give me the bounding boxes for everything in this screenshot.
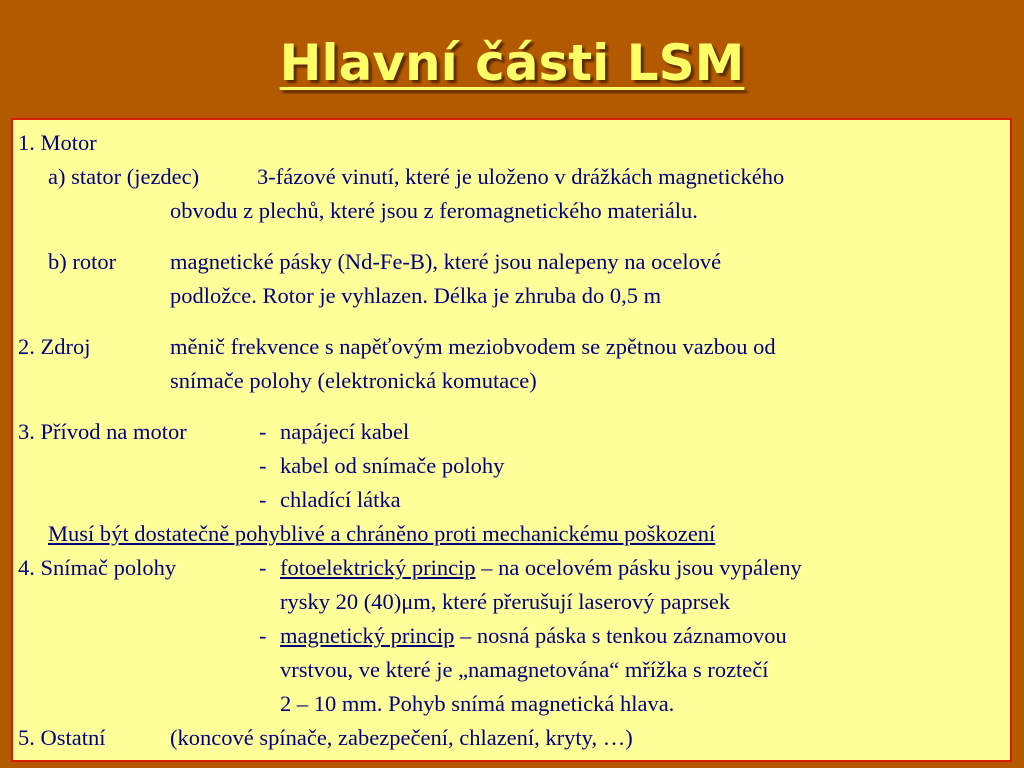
slide-title: Hlavní části LSM <box>279 34 745 92</box>
other-text: (koncové spínače, zabezpečení, chlazení, kryty, …) <box>170 725 633 750</box>
sensor-photo-text-2: rysky 20 (40)μm, které přerušují laserový paprsek <box>280 589 731 614</box>
rotor-label: b) rotor <box>48 249 117 274</box>
supply-heading: 3. Přívod na motor <box>18 419 187 444</box>
supply-dash-1: - <box>259 419 267 444</box>
sensor-photo-text <box>280 551 802 585</box>
sensor-mag-text-2: vrstvou, ve které je „namagnetována“ mřížka s roztečí <box>280 657 769 682</box>
sensor-mag-text <box>280 619 787 653</box>
supply-item-2: kabel od snímače polohy <box>280 453 505 478</box>
magnetic-principle-term: magnetický princip <box>280 623 455 648</box>
source-text-1: měnič frekvence s napěťovým meziobvodem se zpětnou vazbou od <box>170 334 776 359</box>
magnetic-principle-rest: – nosná páska s tenkou záznamovou <box>454 623 787 648</box>
supply-item-3: chladící látka <box>280 487 401 512</box>
supply-dash-3: - <box>259 487 267 512</box>
motor-heading: 1. Motor <box>18 130 97 155</box>
sensor-heading: 4. Snímač polohy <box>18 555 177 580</box>
sensor-mag-text-3: 2 – 10 mm. Pohyb snímá magnetická hlava. <box>280 691 675 716</box>
source-heading: 2. Zdroj <box>18 334 91 359</box>
stator-text-1: 3-fázové vinutí, které je uloženo v drážkách magnetického <box>257 164 785 189</box>
other-heading: 5. Ostatní <box>18 725 106 750</box>
content-box <box>11 118 1012 762</box>
stator-label: a) stator (jezdec) <box>48 164 200 189</box>
photo-principle-rest: – na ocelovém pásku jsou vypáleny <box>475 555 802 580</box>
supply-dash-2: - <box>259 453 267 478</box>
supply-note: Musí být dostatečně pohyblivé a chráněno proti mechanickému poškození <box>48 521 716 546</box>
sensor-dash-1: - <box>259 555 267 580</box>
supply-item-1: napájecí kabel <box>280 419 410 444</box>
photo-principle-term: fotoelektrický princip <box>280 555 476 580</box>
rotor-text-1: magnetické pásky (Nd-Fe-B), které jsou nalepeny na ocelové <box>170 249 722 274</box>
rotor-text-2: podložce. Rotor je vyhlazen. Délka je zhruba do 0,5 m <box>170 283 662 308</box>
source-text-2: snímače polohy (elektronická komutace) <box>170 368 537 393</box>
stator-text-2: obvodu z plechů, které jsou z feromagnetického materiálu. <box>170 198 698 223</box>
sensor-dash-2: - <box>259 623 267 648</box>
